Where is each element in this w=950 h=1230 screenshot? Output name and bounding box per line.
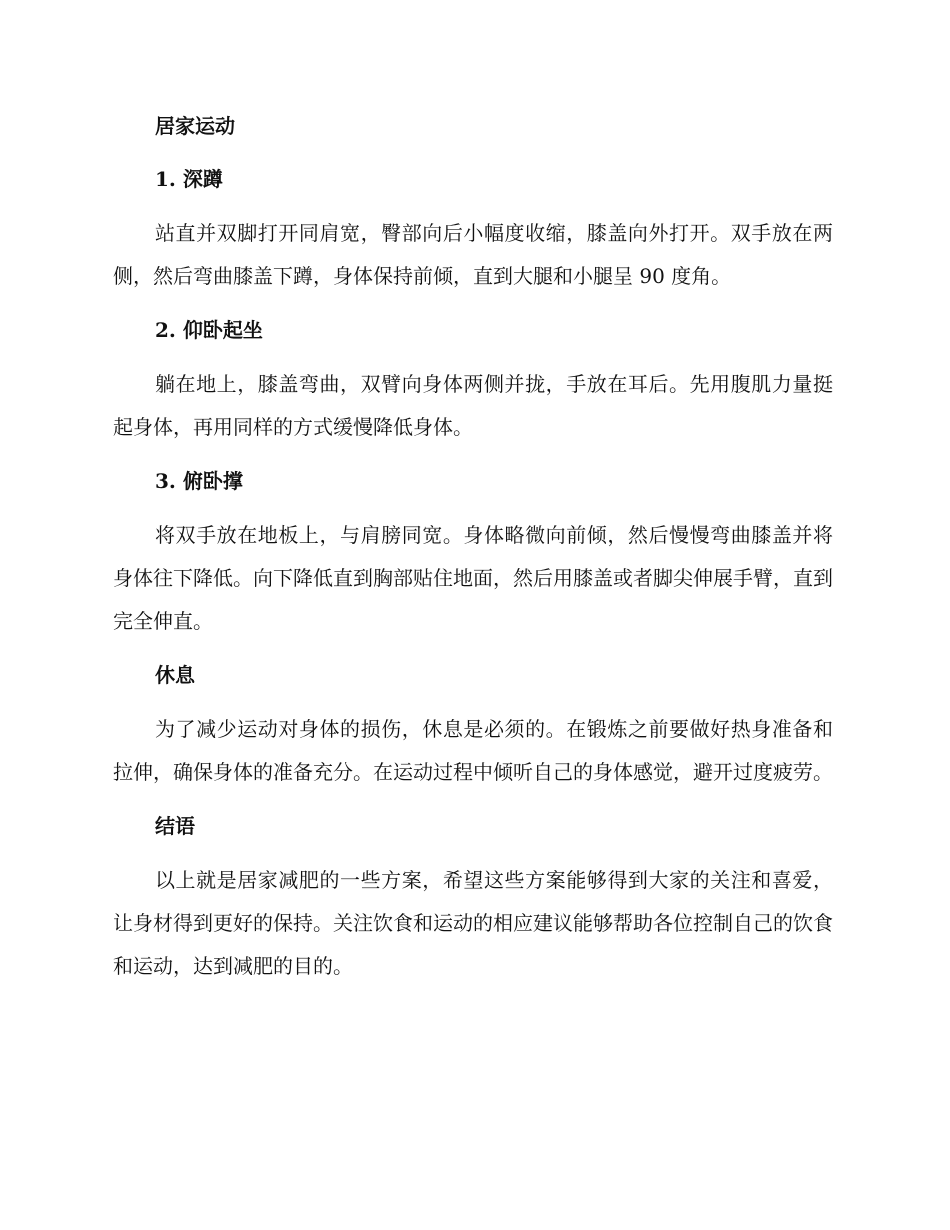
paragraph-squat: 站直并双脚打开同肩宽，臀部向后小幅度收缩，膝盖向外打开。双手放在两侧，然后弯曲膝盖下蹲，身体保持前倾，直到大腿和小腿呈 90 度角。: [113, 221, 833, 288]
paragraph-rest: 为了减少运动对身体的损伤，休息是必须的。在锻炼之前要做好热身准备和拉伸，确保身体的准备充分。在运动过程中倾听自己的身体感觉，避开过度疲劳。: [113, 717, 833, 784]
paragraph-conclusion: 以上就是居家减肥的一些方案，希望这些方案能够得到大家的关注和喜爱，让身材得到更好的保持。关注饮食和运动的相应建议能够帮助各位控制自己的饮食和运动，达到减肥的目的。: [113, 868, 833, 978]
paragraph-situp: 躺在地上，膝盖弯曲，双臂向身体两侧并拢，手放在耳后。先用腹肌力量挺起身体，再用同样的方式缓慢降低身体。: [113, 372, 833, 439]
section-heading-pushup: 3. 俯卧撑: [155, 469, 243, 493]
paragraph-pushup: 将双手放在地板上，与肩膀同宽。身体略微向前倾，然后慢慢弯曲膝盖并将身体往下降低。向下降低直到胸部贴住地面，然后用膝盖或者脚尖伸展手臂，直到完全伸直。: [113, 523, 833, 633]
section-heading-situp: 2. 仰卧起坐: [155, 318, 263, 342]
section-heading-rest: 休息: [155, 663, 195, 687]
section-heading-squat: 1. 深蹲: [155, 167, 223, 191]
section-heading-conclusion: 结语: [155, 814, 195, 838]
document-body: [113, 106, 833, 988]
section-heading-home-exercise: 居家运动: [155, 114, 235, 138]
